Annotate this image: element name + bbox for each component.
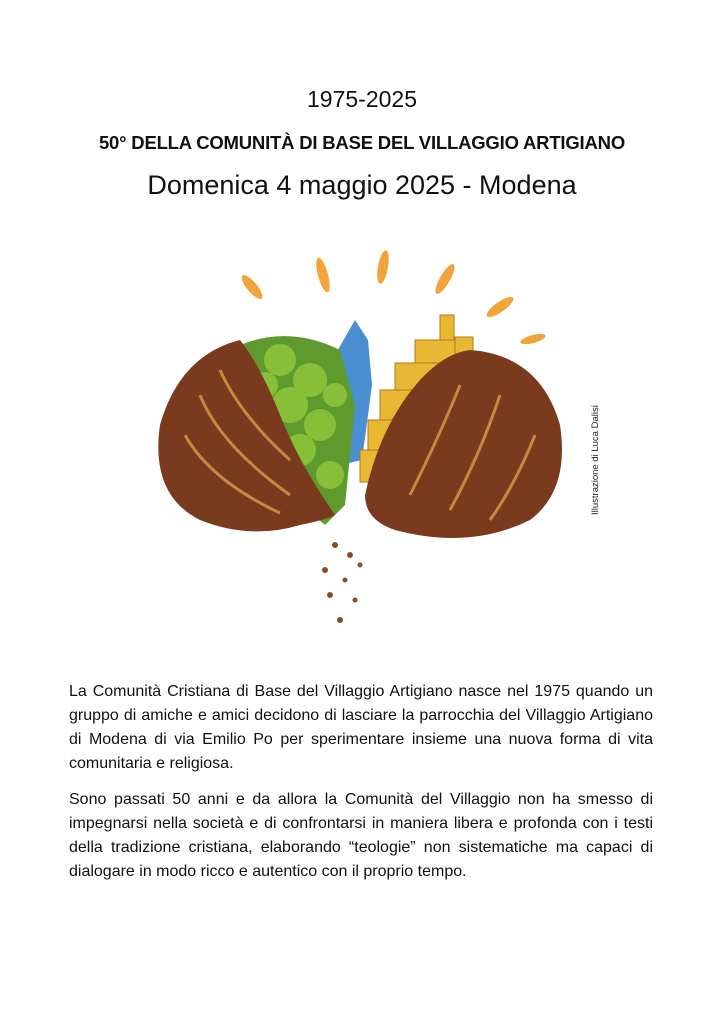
body-text	[69, 680, 653, 896]
falling-seeds	[322, 542, 363, 623]
chestnut-illustration	[140, 245, 580, 640]
illustration-credit: Illustrazione di Luca Dalisi	[590, 405, 601, 515]
sun-rays	[239, 249, 547, 346]
event-date: Domenica 4 maggio 2025 - Modena	[147, 170, 577, 200]
paragraph-2: Sono passati 50 anni e da allora la Comunità del Villaggio non ha smesso di impegnarsi nella società e di confrontarsi in maniera libera e profonda con i testi della tradizione cristiana, elaborando “teologie” non sistematiche ma capaci di dialogare in modo ricco e autentico con il proprio tempo.	[69, 791, 653, 880]
event-subtitle: 50° DELLA COMUNITÀ DI BASE DEL VILLAGGIO ARTIGIANO	[98, 132, 626, 153]
paragraph-1: La Comunità Cristiana di Base del Villaggio Artigiano nasce nel 1975 quando un gruppo di amiche e amici decidono di lasciare la parrocchia del Villaggio Artigiano di Modena di via Emilio Po per sperimentare insieme una nuova forma di vita comunitaria e religiosa.	[69, 683, 653, 772]
years-heading: 1975-2025	[307, 86, 417, 112]
